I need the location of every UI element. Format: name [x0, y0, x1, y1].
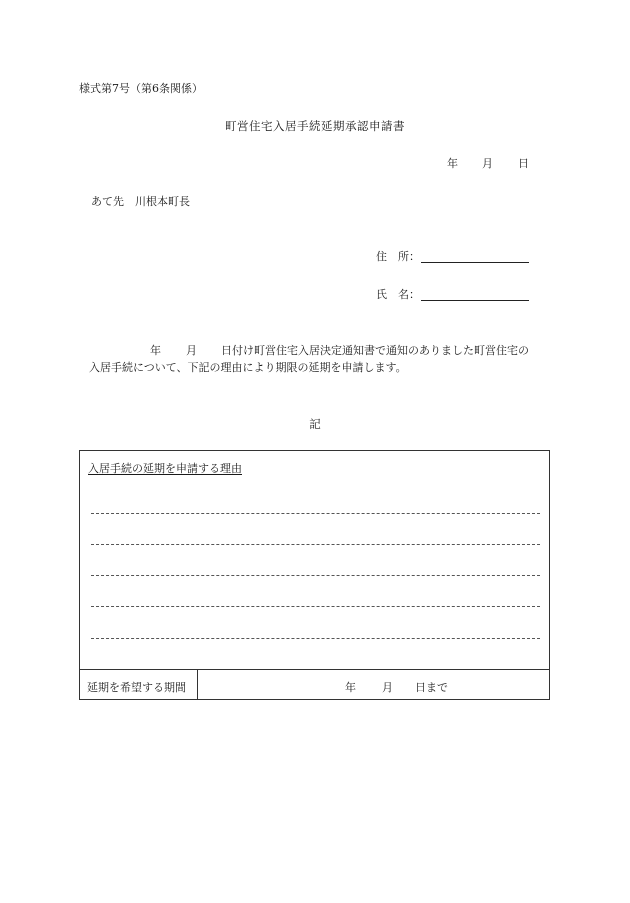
document-title: 町営住宅入居手続延期承認申請書: [225, 119, 405, 133]
period-column-divider: [197, 669, 198, 700]
period-day-until-label[interactable]: 日まで: [415, 681, 448, 694]
reason-line-1[interactable]: [91, 513, 540, 514]
address-field[interactable]: [421, 248, 529, 263]
reason-label: 入居手続の延期を申請する理由: [88, 462, 242, 475]
date-year-label: 年: [447, 157, 458, 170]
addressee: あて先 川根本町長: [91, 195, 190, 208]
body-text-line2: 入居手続について、下記の理由により期限の延期を申請します。: [89, 361, 407, 374]
body-text-line1: 日付け町営住宅入居決定通知書で通知のありました町営住宅の: [221, 344, 529, 357]
body-month-label: 月: [186, 344, 197, 357]
body-year-label: 年: [150, 344, 161, 357]
ki-heading: 記: [309, 417, 321, 431]
date-day-label: 日: [518, 157, 529, 170]
reason-line-4[interactable]: [91, 606, 540, 607]
name-label: 氏 名：: [376, 288, 420, 301]
form-number: 様式第7号（第6条関係）: [79, 82, 203, 95]
reason-line-3[interactable]: [91, 575, 540, 576]
address-label: 住 所：: [376, 250, 420, 263]
period-year-label[interactable]: 年: [345, 681, 356, 694]
date-month-label: 月: [482, 157, 493, 170]
period-label: 延期を希望する期間: [87, 681, 186, 694]
reason-line-5[interactable]: [91, 638, 540, 639]
period-month-label[interactable]: 月: [382, 681, 393, 694]
reason-table: [79, 450, 550, 700]
reason-line-2[interactable]: [91, 544, 540, 545]
name-field[interactable]: [421, 286, 529, 301]
period-row-divider: [80, 669, 549, 670]
